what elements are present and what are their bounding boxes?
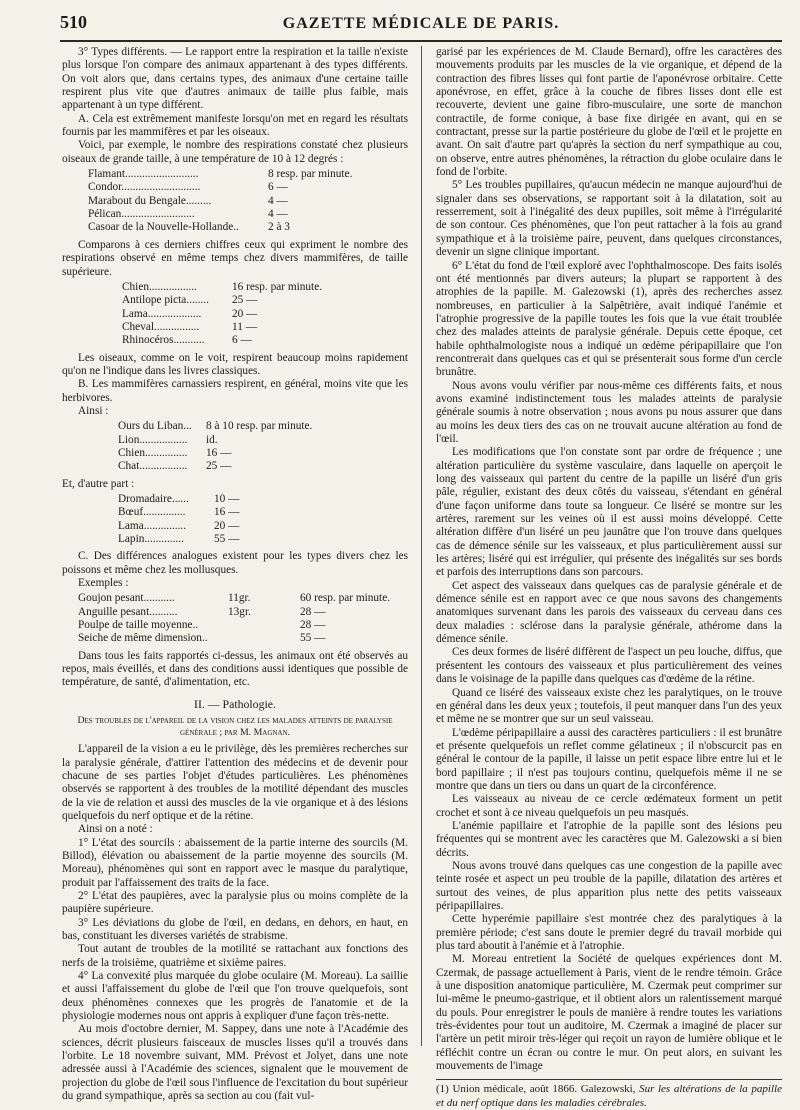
paragraph-item-4: 4° La convexité plus marquée du globe oculaire (M. Moreau). La saillie et aussi l'affaissement du globe de l'œil que l'on trouve quelquefois, sont deux phénomènes connexes que les progrès de l'anatomie et de la physiologie modernes nous ont appris à expliquer d'une façon très-nette. (62, 970, 408, 1023)
paragraph-a: A. Cela est extrêmement manifeste lorsqu'on met en regard les résultats fournis par les mammifères et par les oiseaux. (62, 112, 408, 139)
table-cell-value: 25 — (206, 460, 232, 473)
table-cell-value: 16 — (214, 506, 240, 519)
table-row (78, 619, 408, 632)
footnote-text (436, 1083, 782, 1110)
table-row (122, 294, 408, 307)
table-cell-name: Poulpe de taille moyenne.. (78, 619, 199, 632)
paragraph-ainsi-note: Ainsi on a noté : (78, 823, 153, 836)
table-cell-value: 8 resp. par minute. (268, 168, 353, 181)
paragraph-continued: garisé par les expériences de M. Claude Bernard), offre les caractères des mouvements produits par les muscles de la vie organique, et dépend de la contraction des fibres lisses qui font partie de l'aponévrose orbitaire. Cette aponévrose, en effet, grâce à la couche de fibres lisses dont elle est recouverte, devient une gaine fibro-musculaire, une sorte de manchon contractile, de forme conique, à base fixe dirigée en avant, qui en se contractant, presse sur la partie postérieure du globe de l'œil et le projette en avant. On sait d'autre part qu'après la section du nerf sympathique au cou, on observe, entre autres phénomènes, la rétraction du globe oculaire dans le fond de l'orbite. (436, 46, 782, 179)
paragraph-types: 3° Types différents. — Le rapport entre la respiration et la taille n'existe plus lorsque l'on compare des animaux appartenant à des types différents. On voit alors que, dans certains types, des animaux d'une certaine taille respirent plus vite que d'autres animaux de taille plus faible, mais appartenant à un type différent. (62, 46, 408, 112)
paragraph-oedeme: L'œdème péripapillaire a aussi des caractères particuliers : il est brunâtre et présente quelquefois un reflet comme gélatineux ; il n'obscurcit pas en général le contour de la papille, il laisse un petit espace libre entre lui et le bord papillaire ; il n'est pas toujours continu, quelquefois même il ne se montre que dans un tiers ou dans un quart de la circonférence. (436, 726, 782, 792)
paragraph-voici: Voici, par exemple, le nombre des respirations constaté chez plusieurs oiseaux de grande taille, à une température de 10 à 12 degrés : (62, 139, 408, 165)
table-cell-value: 16 — (206, 446, 232, 459)
table-cell-name: Chien............... (118, 446, 188, 459)
table-row (78, 606, 408, 619)
table-cell-name: Pélican.......................... (88, 208, 195, 221)
table-cell-name: Goujon pesant........... (78, 592, 175, 605)
table-cell-name: Dromadaire...... (118, 493, 189, 505)
table-cell-value: 20 — (232, 307, 258, 320)
table-row (88, 221, 408, 234)
table-cell-value: 28 — (300, 619, 326, 632)
table-cell-name: Lama................... (122, 307, 202, 320)
paragraph-tout: Tout autant de troubles de la motilité se rattachant aux fonctions des nerfs de la troisième, quatrième et sixième paires. (62, 943, 408, 969)
right-column (436, 46, 782, 1110)
paragraph-dans: Dans tous les faits rapportés ci-dessus, les animaux ont été observés au repos, mais éveillés, et dans des conditions aussi identiques que possible de température, de santé, d'alimentation, etc. (62, 649, 408, 689)
table-row (122, 308, 408, 321)
table-cell-weight: 13gr. (228, 605, 251, 618)
table-cell-value: id. (206, 433, 218, 446)
table-row (118, 506, 408, 519)
table-cell-value: 25 — (232, 294, 258, 307)
table-row (88, 195, 408, 208)
journal-title: GAZETTE MÉDICALE DE PARIS. (282, 15, 560, 32)
paragraph-b: B. Les mammifères carnassiers respirent, en général, moins vite que les herbivores. (62, 378, 408, 404)
table-cell-name: Chat................. (118, 460, 188, 473)
paragraph-hyperemie: Cette hyperémie papillaire s'est montrée chez des paralytiques à la première période; c'est sans doute le premier degré du travail morbide qui plus tard aboutit à l'anémie et à l'atrophie. (436, 913, 782, 953)
table-row (88, 181, 408, 194)
paragraph-trouve: Nous avons trouvé dans quelques cas une congestion de la papille avec teinte rosée et aspect un peu trouble de la papille, dilatation des artères et surtout des veines, de plus apparition plus nette des petits vaisseaux péripapillaires. (436, 859, 782, 912)
paragraph-item-5: 5° Les troubles pupillaires, qu'aucun médecin ne manque aujourd'hui de signaler dans ses observations, se rapportant soit à la dilatation, soit au resserrement, soit à l'inégalité des deux pupilles, soit même à l'irrégularité de son contour. Ces phénomènes, que l'on peut rattacher à la fois au grand sympathique et à la troisième paire, peuvent, dans quelques circonstances, devenir un signe clinique important. (436, 179, 782, 259)
table-cell-value: 4 — (268, 194, 288, 207)
table-cell-value: 8 à 10 resp. par minute. (206, 420, 313, 433)
table-cell-weight (228, 619, 300, 632)
table-cell-value: 4 — (268, 208, 288, 221)
table-cell-weight (228, 632, 300, 645)
paragraph-mois: Au mois d'octobre dernier, M. Sappey, dans une note à l'Académie des sciences, décrit plusieurs faisceaux de muscles lisses qu'il a trouvés dans l'orbite. Le 18 novembre suivant, MM. Prévost et Jolyet, dans une note adressée aussi à l'Académie des sciences, signalent que le mouvement de projection du globe de l'œil sous l'influence de l'excitation du bout supérieur du grand sympathique, après sa section au cou (fait vul- (62, 1023, 408, 1103)
paragraph-c: C. Des différences analogues existent pour les types divers chez les poissons et même chez les mollusques. (62, 550, 408, 576)
paragraph-anemie: L'anémie papillaire et l'atrophie de la papille sont des lésions peu fréquentes qui se montrent avec les caractères que M. Galezowski a si bien décrits. (436, 819, 782, 859)
table-cell-name: Flamant.......................... (88, 168, 199, 181)
left-column (62, 46, 408, 1103)
paragraph-item-3: 3° Les déviations du globe de l'œil, en dedans, en dehors, en haut, en bas, constituant les diverses variétés de strabisme. (62, 916, 408, 942)
table-row (88, 168, 408, 181)
table-row (122, 334, 408, 347)
table-row (118, 434, 408, 447)
footnote (436, 1079, 782, 1110)
table-cell-name: Chien................. (122, 280, 197, 293)
page-header (60, 12, 782, 36)
paragraph-vaisseaux: Les vaisseaux au niveau de ce cercle œdémateux forment un petit crochet et sont à ce niveau quelquefois un peu masqués. (436, 793, 782, 819)
paragraph-ainsi: Ainsi : (78, 404, 109, 417)
table-cell-value: 28 — (300, 605, 326, 618)
footnote-lead: (1) Union médicale, août 1866. Galezowski, (436, 1083, 640, 1096)
table-row (118, 447, 408, 460)
table-cell-name: Lion................. (118, 433, 188, 446)
article-title: Des troubles de l'appareil de la vision chez les malades atteints de paralysie générale ; par M. Magnan. (77, 715, 393, 739)
paragraph-oiseaux: Les oiseaux, comme on le voit, respirent beaucoup moins rapidement qu'on ne l'indique dans les livres classiques. (62, 351, 408, 377)
section-heading: II. — Pathologie. (194, 696, 276, 711)
table-cell-value: 20 — (214, 519, 240, 532)
carnivores-table (118, 420, 408, 473)
paragraph-quand: Quand ce liséré des vaisseaux existe chez les paralytiques, on le trouve en général dans les deux yeux ; toutefois, il peut manquer dans l'un des yeux et même ne se montrer que sur un seul vaisseau. (436, 686, 782, 726)
table-cell-name: Seiche de même dimension.. (78, 632, 208, 645)
table-cell-name: Lapin.............. (118, 533, 184, 546)
table-cell-value: 11 — (232, 320, 257, 333)
table-row (78, 632, 408, 645)
table-cell-name: Anguille pesant.......... (78, 605, 178, 618)
table-cell-name: Condor............................ (88, 181, 201, 194)
table-cell-value: 6 — (268, 181, 288, 194)
table-cell-value: 16 resp. par minute. (232, 280, 323, 293)
table-row (118, 420, 408, 433)
table-cell-value: 60 resp. par minute. (300, 592, 391, 605)
table-cell-name: Marabout du Bengale......... (88, 194, 212, 207)
table-cell-value: 10 — (214, 493, 240, 505)
paragraph-exemples: Exemples : (78, 577, 129, 590)
paragraph-modifications: Les modifications que l'on constate sont par ordre de fréquence ; une altération particulière du système vasculaire, dans laquelle on aperçoit le long des vaisseaux qui partent du centre de la papille un liséré d'un gris pâle, régulier, existant des deux côtés du vaisseau, s'étendant en général d'une façon uniforme dans toute sa longueur. Ce liséré se montre sur les artères, rarement sur les veines où il est aussi moins développé. Cette altération diffère d'un liséré un peu jaunâtre que l'on trouve dans quelques cas de démence sénile sur les vaisseaux, et plus particulièrement aussi sur les artères; liséré qui est irrégulier, qui présente des inégalités sur ses bords et parfois des interruptions dans son parcours. (436, 446, 782, 579)
header-rule (60, 40, 782, 42)
mammals-table (122, 281, 408, 348)
footnote-italic: Sur les altérations de la papille et du nerf optique dans les maladies cérébrales. (436, 1083, 782, 1109)
fish-table (78, 592, 408, 645)
table-cell-name: Rhinocéros........... (122, 334, 205, 347)
table-cell-name: Antilope picta........ (122, 294, 209, 307)
herbivores-table (118, 493, 408, 546)
table-row (118, 460, 408, 473)
paragraph-aspect: Cet aspect des vaisseaux dans quelques cas de paralysie générale et de démence sénile est en rapport avec ce que nous savons des changements anatomiques survenant dans les parois des vaisseaux du cerveau dans ces deux maladies : sclérose dans la paralysie générale, athérome dans la démence sénile. (436, 579, 782, 646)
table-cell-weight: 11gr. (228, 592, 251, 605)
paragraph-item-1: 1° L'état des sourcils : abaissement de la partie interne des sourcils (M. Billod), élévation ou abaissement de la partie moyenne des sourcils (M. Moreau), phénomènes qui sont en rapport avec le masque du paralytique, produit par l'affaissement des traits de la face. (62, 836, 408, 889)
table-row (88, 208, 408, 221)
table-cell-name: Ours du Liban... (118, 420, 192, 433)
table-row (122, 281, 408, 294)
table-cell-name: Bœuf............... (118, 506, 186, 519)
page-number: 510 (60, 12, 87, 32)
paragraph-item-2: 2° L'état des paupières, avec la paralysie plus ou moins complète de la paupière supérieure. (62, 889, 408, 916)
table-cell-value: 2 à 3 (268, 221, 290, 234)
table-row (118, 533, 408, 546)
column-divider (421, 46, 422, 1046)
paragraph-appareil: L'appareil de la vision a eu le privilège, dès les premières recherches sur la paralysie générale, d'attirer l'attention des médecins et de devenir pour chacune de ses parties l'objet d'études particulières. Les phénomènes observés se rapportent à des troubles de la motilité dépendant des muscles de la vie de relation et aussi des muscles de la vie organique et à des lésions quelquefois du nerf optique et de la rétine. (62, 743, 408, 822)
table-row (118, 520, 408, 533)
table-row (118, 493, 408, 506)
paragraph-formes: Ces deux formes de liséré diffèrent de l'aspect un peu louche, diffus, que présentent les contours des vaisseaux et plus particulièrement des veines dans le voisinage de la papille dans quelques cas d'œdème de la rétine. (436, 646, 782, 686)
paragraph-item-6: 6° L'état du fond de l'œil exploré avec l'ophthalmoscope. Des faits isolés ont été mentionnés par divers auteurs; la plupart se rapportent à des atrophies de la papille. M. Galezowski (1), après des recherches assez nombreuses, en particulier à la Salpêtrière, avait indiqué l'anémie et l'atrophie progressive de la papille toutes les fois que la vue était troublée chez des malades atteints de paralysie générale. Depuis cette époque, cet habile ophthalmologiste nous a indiqué un œdème péripapillaire que l'on rencontrerait dans quelques cas et qui se présenterait sous forme d'un cercle brunâtre. (436, 259, 782, 379)
table-cell-value: 6 — (232, 334, 252, 347)
table-row (78, 592, 408, 605)
paragraph-moreau: M. Moreau entretient la Société de quelques expériences dont M. Czermak, de passage actuellement à Paris, vient de le rendre témoin. Grâce à une disposition anatomique particulière, M. Czermak peut comprimer sur lui-même le pneumo-gastrique, et il obtient alors un ralentissement marqué du pouls. Pour enregistrer le pouls de manière à rendre toutes les variations très-évidentes pour tout un auditoire, M. Czermak a imaginé de placer sur l'artère un petit miroir très-léger qui reçoit un rayon de lumière oblique et le réfléchit contre un écran ou contre le mur. On peut alors, en suivant les mouvements de l'image (436, 953, 782, 1073)
table-cell-value: 55 — (214, 533, 240, 546)
table-cell-name: Cheval................ (122, 320, 200, 333)
paragraph-et-autre: Et, d'autre part : (62, 477, 135, 490)
table-cell-name: Lama............... (118, 519, 187, 532)
paragraph-comparons: Comparons à ces derniers chiffres ceux qui expriment le nombre des respirations observé en même temps chez divers mammifères, de taille supérieure. (62, 238, 408, 278)
table-cell-value: 55 — (300, 632, 326, 645)
paragraph-nous: Nous avons voulu vérifier par nous-même ces différents faits, et nous avons examiné indistinctement tous les malades atteints de paralysie générale soumis à notre observation ; nous avons pu nous assurer que dans au moins les deux tiers des cas on ne trouvait aucune altération au fond de l'œil. (436, 379, 782, 445)
table-cell-name: Casoar de la Nouvelle-Hollande.. (88, 221, 239, 234)
table-row (122, 321, 408, 334)
birds-table (88, 168, 408, 235)
